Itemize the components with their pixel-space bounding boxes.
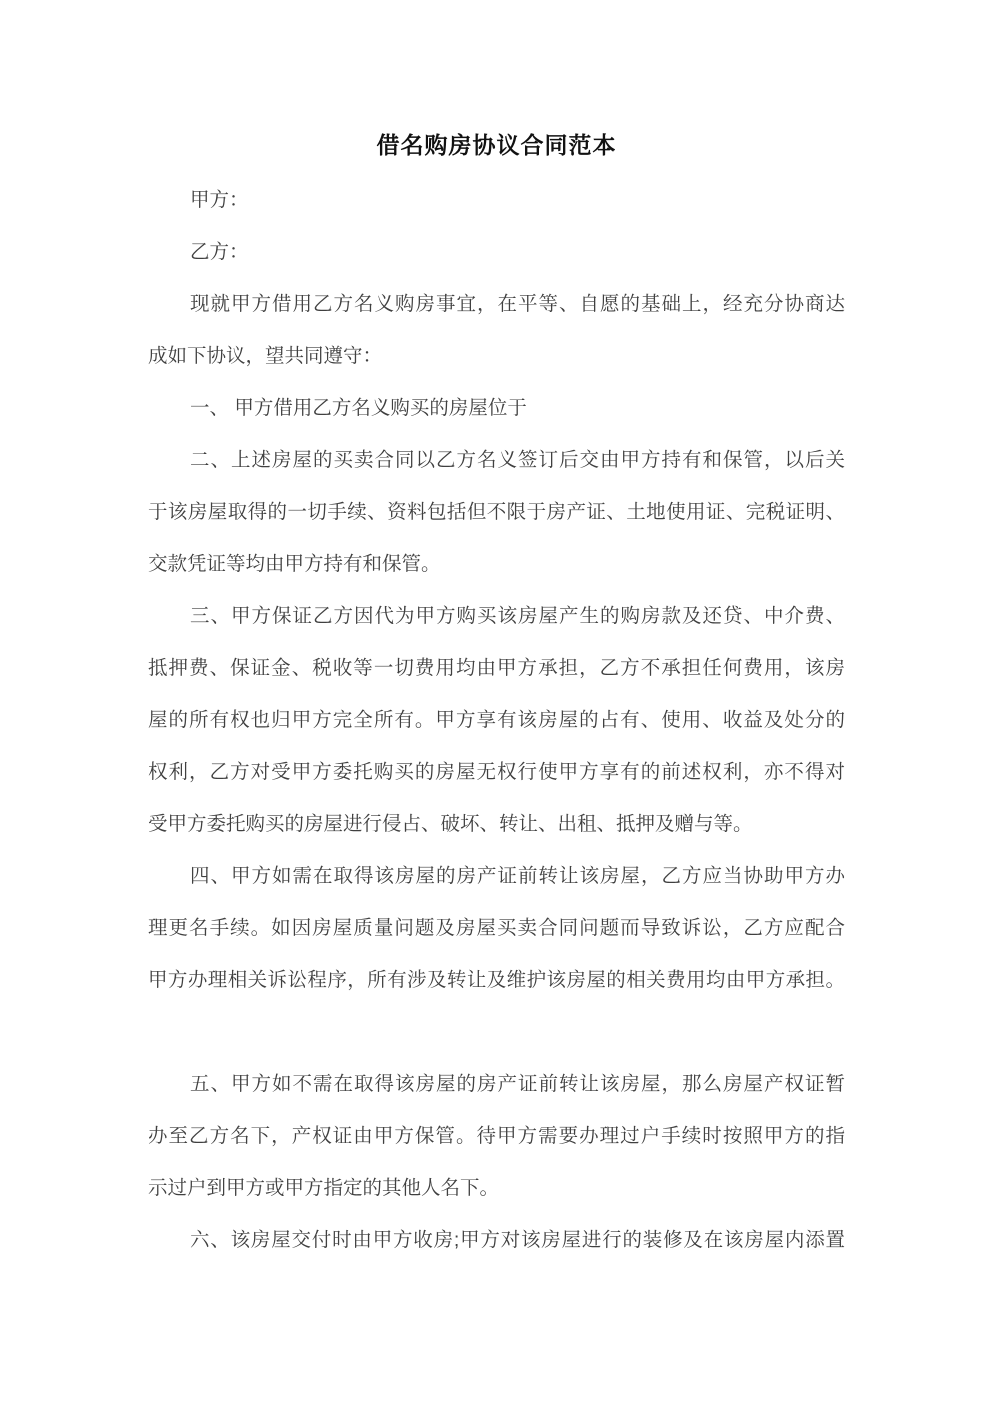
- text-line: 甲方：: [190, 189, 249, 211]
- text-line: 四、甲方如需在取得该房屋的房产证前转让该房屋，乙方应当协助甲方办: [190, 865, 845, 887]
- text-line: 抵押费、保证金、税收等一切费用均由甲方承担，乙方不承担任何费用，该房: [148, 657, 845, 679]
- text-line: 交款凭证等均由甲方持有和保管。: [148, 553, 441, 575]
- text-line: 理更名手续。如因房屋质量问题及房屋买卖合同问题而导致诉讼，乙方应配合: [148, 917, 845, 939]
- text-line: 办至乙方名下，产权证由甲方保管。待甲方需要办理过户手续时按照甲方的指: [148, 1125, 845, 1147]
- text-line: 于该房屋取得的一切手续、资料包括但不限于房产证、土地使用证、完税证明、: [148, 501, 845, 523]
- document-title: 借名购房协议合同范本: [376, 132, 617, 158]
- text-line: 二、上述房屋的买卖合同以乙方名义签订后交由甲方持有和保管，以后关: [190, 449, 845, 471]
- text-line: 五、甲方如不需在取得该房屋的房产证前转让该房屋，那么房屋产权证暂: [190, 1073, 845, 1095]
- text-line: 屋的所有权也归甲方完全所有。甲方享有该房屋的占有、使用、收益及处分的: [148, 709, 845, 731]
- text-line: 示过户到甲方或甲方指定的其他人名下。: [148, 1177, 500, 1199]
- text-line: 六、该房屋交付时由甲方收房;甲方对该房屋进行的装修及在该房屋内添置: [190, 1229, 845, 1251]
- text-line: 甲方办理相关诉讼程序，所有涉及转让及维护该房屋的相关费用均由甲方承担。: [148, 969, 845, 991]
- document-body: [148, 174, 845, 1266]
- text-line: 一、 甲方借用乙方名义购买的房屋位于: [190, 397, 527, 419]
- text-line: 受甲方委托购买的房屋进行侵占、破坏、转让、出租、抵押及赠与等。: [148, 813, 753, 835]
- text-line: 现就甲方借用乙方名义购房事宜，在平等、自愿的基础上，经充分协商达: [190, 293, 845, 315]
- text-line: 成如下协议，望共同遵守：: [148, 345, 383, 367]
- text-line: 乙方：: [190, 241, 249, 263]
- blank-line: [148, 1006, 845, 1058]
- text-line: 权利，乙方对受甲方委托购买的房屋无权行使甲方享有的前述权利，亦不得对: [148, 761, 845, 783]
- text-line: 三、甲方保证乙方因代为甲方购买该房屋产生的购房款及还贷、中介费、: [190, 605, 845, 627]
